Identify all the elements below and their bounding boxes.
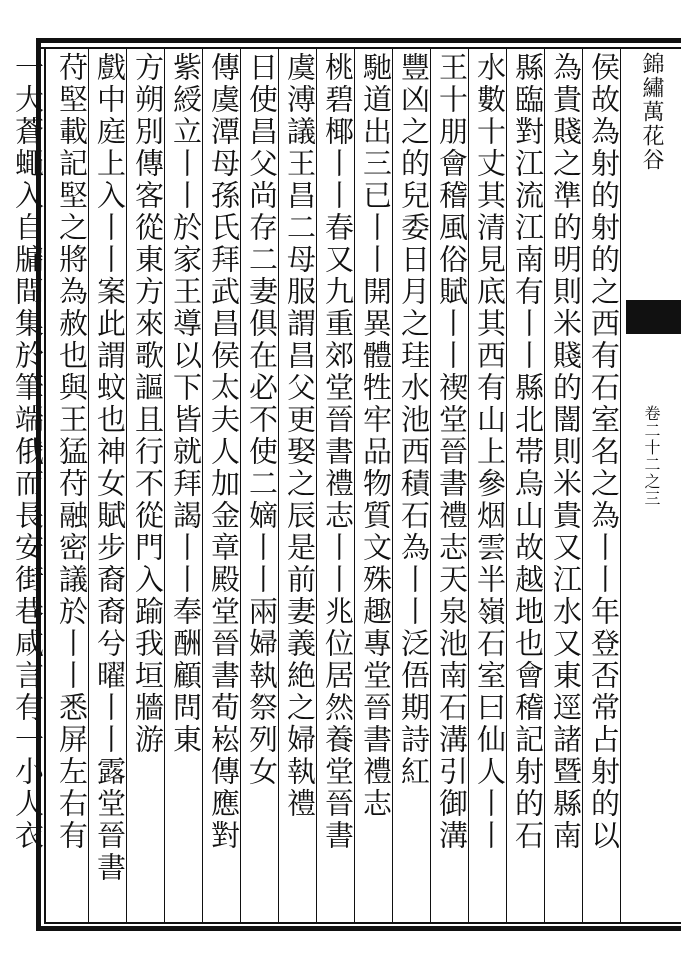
text-column: 水數十丈其清見底其西有山上參烟雲半嶺石室曰仙人丨丨: [473, 52, 507, 852]
text-column: 傳虞潭母孫氏拜武昌侯太夫人加金章殿堂晉書荀崧傳應對: [207, 52, 241, 852]
volume-header: 卷二十二之三: [642, 405, 661, 507]
text-column: 侯故為射的射的之西有石室名之為丨丨年登否常占射的以: [587, 52, 621, 852]
fishtail-marker: [626, 300, 681, 334]
frame-top-inner: [36, 47, 681, 49]
frame-bottom: [36, 926, 681, 931]
text-column: 方朔別傳客從東方來歌謳且行不從門入踰我垣牆游: [131, 52, 165, 756]
text-column: 日使昌父尚存二妻俱在必不使二嫡丨丨兩婦執祭列女: [245, 52, 279, 788]
text-column: 為貴賤之準的明則米賤的闇則米貴又江水又東逕諸暨縣南: [549, 52, 583, 852]
text-column: 紫綬立丨丨於家王導以下皆就拜謁丨丨奉酬顧問東: [169, 52, 203, 756]
frame-top: [36, 38, 681, 43]
text-column: 縣臨對江流江南有丨丨縣北帯烏山故越地也會稽記射的石: [511, 52, 545, 852]
text-column: 苻堅載記堅之將為赦也與王猛苻融密議於丨丨悉屏左右有: [55, 52, 89, 852]
text-column: 戲中庭上入丨丨案此謂蚊也神女賦步裔裔兮曜丨丨露堂晉書: [93, 52, 127, 884]
text-column: 虞溥議王昌二母服謂昌父更娶之辰是前妻義絶之婦執禮: [283, 52, 317, 820]
frame-bottom-inner: [44, 922, 681, 924]
text-column: 桃碧椰丨丨春又九重郊堂晉書禮志丨丨兆位居然養堂晉書: [321, 52, 355, 852]
text-column: 豐凶之的兒委日月之珪水池西積石為丨丨泛俉期詩紅: [397, 52, 431, 788]
text-column: 一大蒼蠅入自牖間集於筆端俄而長安街巷咸言有一小人衣: [11, 52, 45, 852]
book-title-header: 錦繡萬花谷: [639, 52, 664, 172]
text-column: 王十朋會稽風俗賦丨丨禊堂晉書禮志天泉池南石溝引御溝: [435, 52, 469, 852]
text-column: 馳道出三已丨丨開異體牲牢品物質文殊趣專堂晉書禮志: [359, 52, 393, 820]
